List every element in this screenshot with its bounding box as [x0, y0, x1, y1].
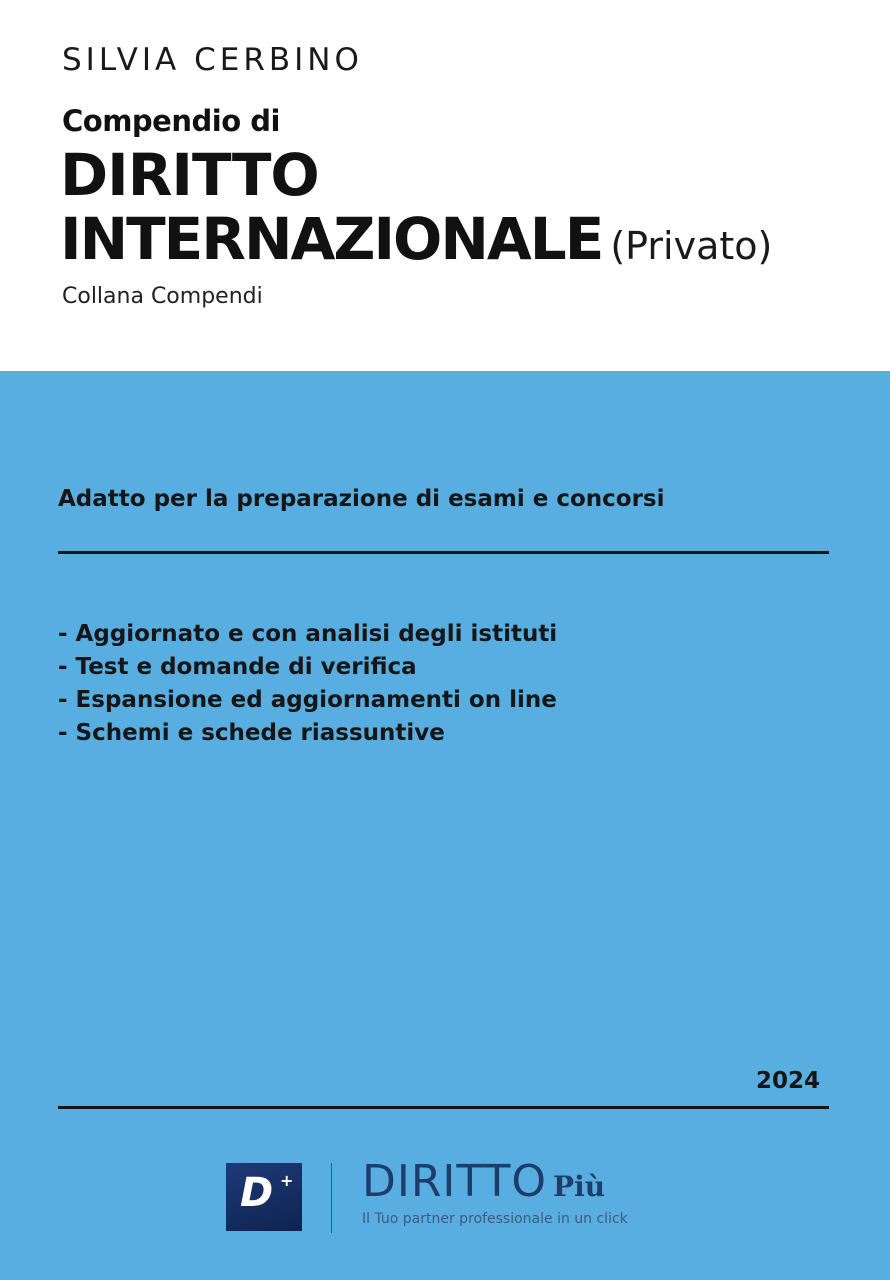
feature-item: - Espansione ed aggiornamenti on line — [58, 687, 557, 713]
feature-item: - Schemi e schede riassuntive — [58, 720, 445, 746]
book-title-subtitle: (Privato) — [610, 224, 773, 268]
publication-year: 2024 — [756, 1068, 821, 1094]
publisher-name-suffix: Più — [553, 1170, 606, 1203]
logo-separator — [331, 1163, 332, 1233]
divider-bottom — [58, 1106, 829, 1109]
book-title-main: INTERNAZIONALE — [60, 205, 603, 273]
feature-item: - Test e domande di verifica — [58, 654, 417, 680]
series-label: Collana Compendi — [62, 284, 263, 309]
publisher-slogan: Il Tuo partner professionale in un click — [362, 1211, 628, 1227]
author-name: SILVIA CERBINO — [62, 42, 363, 78]
tagline: Adatto per la preparazione di esami e concorsi — [58, 486, 665, 512]
logo-letter: D — [240, 1170, 274, 1216]
publisher-name-main: DIRITTO — [362, 1156, 548, 1207]
divider-top — [58, 551, 829, 554]
publisher-name — [362, 1156, 606, 1207]
feature-item: - Aggiornato e con analisi degli istituti — [58, 621, 558, 647]
logo-plus: + — [280, 1171, 294, 1190]
publisher-logo-icon — [226, 1163, 302, 1231]
pre-title: Compendio di — [62, 104, 280, 138]
feature-list — [58, 618, 557, 750]
book-title-line2 — [60, 205, 773, 273]
book-title-line1: DIRITTO — [60, 141, 319, 209]
